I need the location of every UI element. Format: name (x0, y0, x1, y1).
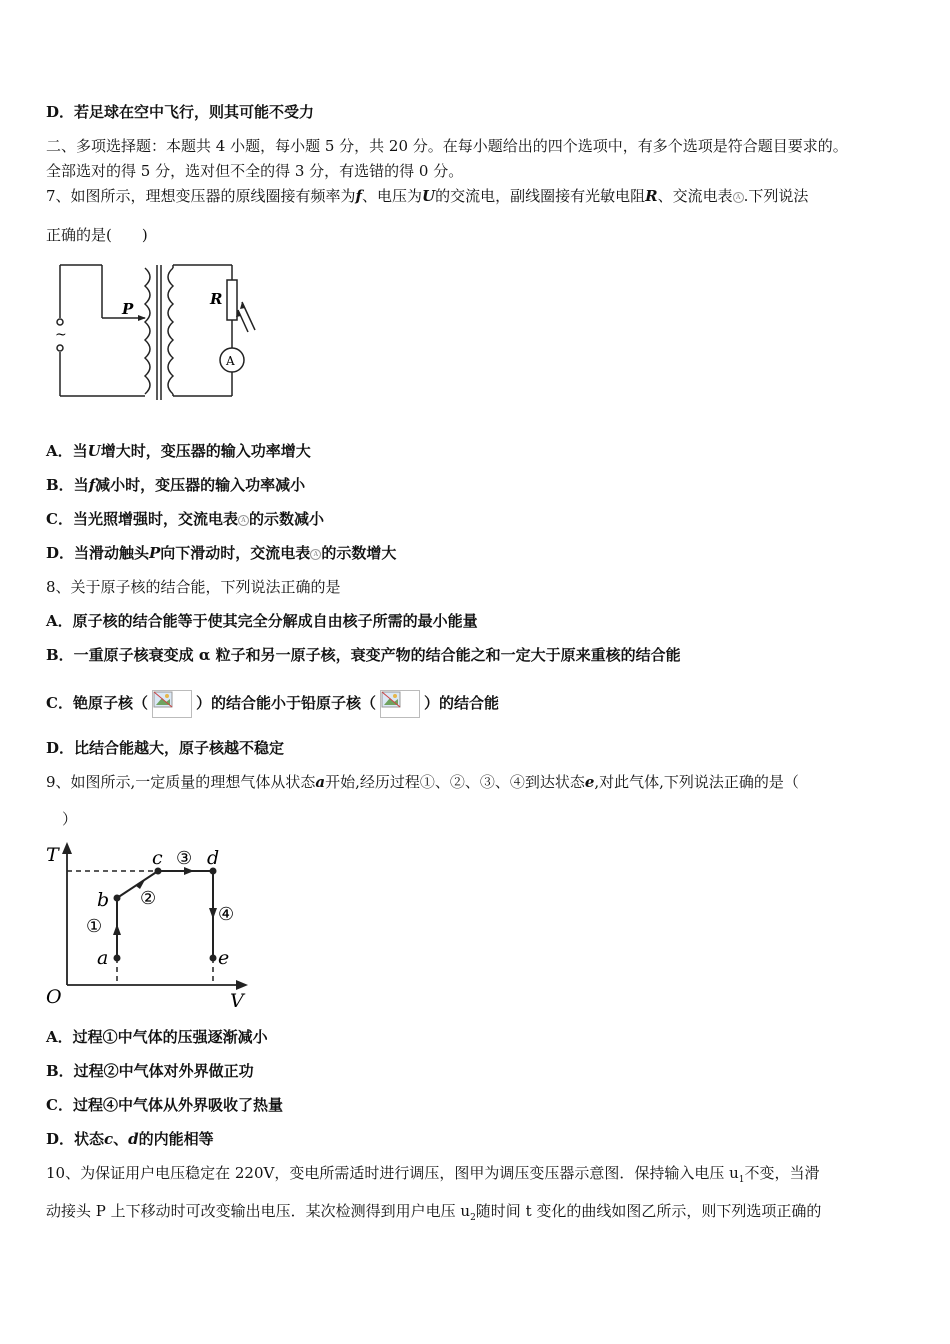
section2-instructions-line2: 全部选对的得 5 分，选对但不全的得 3 分，有选错的得 0 分。 (46, 162, 464, 180)
option-text: D．当滑动触头 (46, 544, 150, 562)
process-2-label: ② (140, 888, 157, 909)
label-ammeter: A (226, 354, 235, 368)
q9-option-c: C．过程④中气体从外界吸收了热量 (46, 1096, 283, 1114)
subscript: 2 (470, 1213, 476, 1223)
q9-option-d (46, 1129, 214, 1149)
label-ac-source: ~ (55, 327, 67, 343)
process-1-label: ① (86, 916, 103, 937)
q10-text: 动接头 P 上下移动时可改变输出电压．某次检测得到用户电压 u (46, 1202, 471, 1220)
q10-text: 随时间 t 变化的曲线如图乙所示，则下列选项正确的 (475, 1202, 822, 1220)
option-text: C．当光照增强时，交流电表 (46, 510, 238, 528)
q7-option-b (46, 475, 305, 495)
var-d: d (128, 1130, 139, 1148)
option-text: D．状态 (46, 1130, 105, 1148)
option-text: C．铯原子核（ (46, 694, 148, 712)
section2-instructions-line1: 二、多项选择题：本题共 4 小题，每小题 5 分，共 20 分。在每小题给出的四个选项中，有多个选项是符合题目要求的。 (46, 137, 848, 155)
var-e: e (584, 773, 595, 791)
q8-option-b: B．一重原子核衰变成 α 粒子和另一原子核，衰变产物的结合能之和一定大于原来重核的结合能 (46, 646, 681, 664)
q9-stem-line2: ） (62, 810, 78, 828)
option-text: 的示数增大 (321, 544, 397, 562)
q7-stem-text: 7、如图所示，理想变压器的原线圈接有频率为 (46, 187, 356, 205)
point-e-label: e (218, 947, 230, 969)
var-c: c (104, 1130, 114, 1148)
q7-stem-text: 、电压为 (362, 187, 423, 205)
var-f: f (88, 476, 96, 494)
q6-option-d: D．若足球在空中飞行，则其可能不受力 (46, 103, 315, 121)
point-a-label: a (97, 947, 109, 969)
q7-option-c (46, 509, 324, 529)
q9-option-a: A．过程①中气体的压强逐渐减小 (46, 1028, 268, 1046)
axis-t-label: T (46, 844, 59, 866)
origin-label: O (46, 986, 62, 1008)
option-text: 增大时，变压器的输入功率增大 (100, 442, 311, 460)
q7-option-a (46, 441, 311, 461)
q9-stem-text: 9、如图所示,一定质量的理想气体从状态 (46, 773, 316, 791)
point-b-label: b (97, 889, 110, 911)
q8-option-d: D．比结合能越大，原子核越不稳定 (46, 739, 285, 757)
q7-transformer-diagram (50, 260, 265, 405)
option-text: 的内能相等 (138, 1130, 214, 1148)
var-p: P (149, 544, 161, 562)
ammeter-icon: A (733, 192, 744, 203)
q9-option-b: B．过程②中气体对外界做正功 (46, 1062, 254, 1080)
label-p: P (122, 300, 134, 318)
q7-var-r: R (645, 187, 658, 205)
q9-stem-text: 开始,经历过程①、②、③、④到达状态 (325, 773, 585, 791)
subscript: 1 (738, 1175, 745, 1185)
q7-stem-text: .下列说法 (743, 187, 809, 205)
q7-var-f: f (355, 187, 362, 205)
option-text: B．当 (46, 476, 89, 494)
q8-option-a: A．原子核的结合能等于使其完全分解成自由核子所需的最小能量 (46, 612, 478, 630)
q7-stem (46, 186, 808, 206)
option-text: 的示数减小 (248, 510, 324, 528)
q9-tv-diagram (44, 840, 254, 1012)
q9-stem (46, 772, 799, 792)
option-text: 向下滑动时，交流电表 (160, 544, 311, 562)
var-u: U (87, 442, 101, 460)
q7-stem-text: 、交流电表 (657, 187, 733, 205)
q8-option-c (46, 690, 499, 718)
q7-stem-line2: 正确的是( ) (46, 226, 148, 244)
process-3-label: ③ (176, 848, 193, 869)
option-text: 、 (113, 1130, 129, 1148)
q10-text: 10、为保证用户电压稳定在 220V，变电所需适时进行调压，图甲为调压变压器示意图．保持输入电压 u (46, 1164, 739, 1182)
option-text: A．当 (46, 442, 88, 460)
var-a: a (315, 773, 326, 791)
q7-stem-text: 的交流电，副线圈接有光敏电阻 (435, 187, 646, 205)
q10-stem-line1 (46, 1163, 820, 1190)
point-d-label: d (207, 847, 220, 869)
ammeter-icon: A (238, 515, 249, 526)
label-r: R (210, 290, 223, 308)
ammeter-icon: A (310, 549, 321, 560)
q10-text: 不变，当滑 (744, 1164, 820, 1182)
option-text: ）的结合能小于铅原子核（ (195, 694, 376, 712)
q7-var-u: U (422, 187, 436, 205)
q8-stem: 8、关于原子核的结合能，下列说法正确的是 (46, 578, 341, 596)
point-c-label: c (152, 847, 163, 869)
axis-v-label: V (230, 990, 244, 1012)
process-4-label: ④ (218, 904, 235, 925)
option-text: ）的结合能 (423, 694, 499, 712)
q7-option-d (46, 543, 396, 563)
lead-nucleus-image-icon (380, 690, 420, 718)
q10-stem-line2 (46, 1201, 821, 1228)
q9-stem-text: ,对此气体,下列说法正确的是（ (594, 773, 799, 791)
option-text: 减小时，变压器的输入功率减小 (95, 476, 306, 494)
cesium-nucleus-image-icon (152, 690, 192, 718)
